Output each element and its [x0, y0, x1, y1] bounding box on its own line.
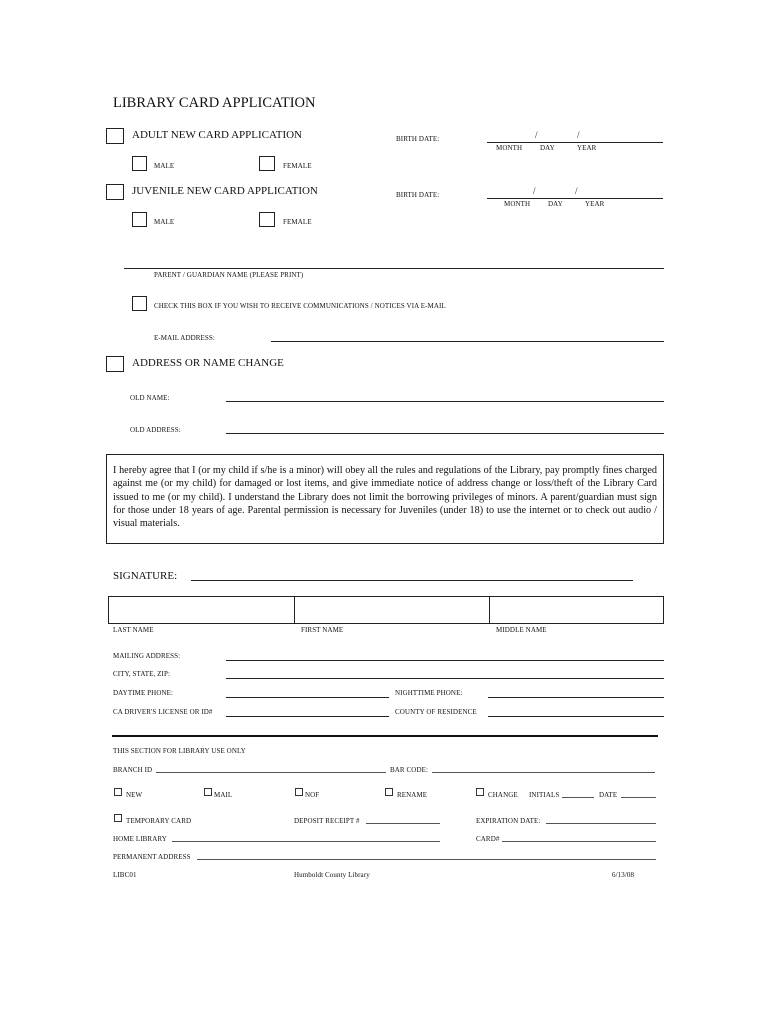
home-library-label: HOME LIBRARY: [113, 835, 167, 843]
adult-male-checkbox[interactable]: [132, 156, 147, 171]
county-label: COUNTY OF RESIDENCE: [395, 708, 477, 716]
library-use-heading: THIS SECTION FOR LIBRARY USE ONLY: [113, 747, 246, 755]
juvenile-female-checkbox[interactable]: [259, 212, 275, 227]
county-field[interactable]: [488, 716, 664, 717]
new-checkbox[interactable]: [114, 788, 122, 796]
temporary-card-checkbox[interactable]: [114, 814, 122, 822]
date-field[interactable]: [621, 797, 656, 798]
juvenile-birth-date-field[interactable]: [487, 198, 663, 199]
deposit-receipt-field[interactable]: [366, 823, 440, 824]
daytime-phone-field[interactable]: [226, 697, 389, 698]
last-name-label: LAST NAME: [113, 626, 154, 634]
adult-application-label: ADULT NEW CARD APPLICATION: [132, 129, 303, 141]
guardian-name-label: PARENT / GUARDIAN NAME (PLEASE PRINT): [154, 271, 304, 279]
initials-field[interactable]: [562, 797, 594, 798]
adult-birth-date-slash-1: /: [535, 130, 538, 140]
juvenile-application-label: JUVENILE NEW CARD APPLICATION: [132, 185, 318, 197]
license-field[interactable]: [226, 716, 389, 717]
email-opt-in-checkbox[interactable]: [132, 296, 147, 311]
adult-birth-date-slash-2: /: [577, 130, 580, 140]
branch-id-field[interactable]: [156, 772, 386, 773]
signature-label: SIGNATURE:: [113, 570, 178, 582]
form-id: LIBC01: [113, 871, 137, 879]
adult-male-label: MALE: [154, 162, 175, 170]
initials-label: INITIALS: [529, 791, 560, 799]
mail-checkbox[interactable]: [204, 788, 212, 796]
city-state-zip-field[interactable]: [226, 678, 664, 679]
change-label: CHANGE: [488, 791, 518, 799]
adult-day-label: DAY: [540, 144, 555, 152]
address-change-checkbox[interactable]: [106, 356, 124, 372]
city-state-zip-label: CITY, STATE, ZIP:: [113, 670, 171, 678]
organization-name: Humboldt County Library: [294, 871, 370, 879]
expiration-date-label: EXPIRATION DATE:: [476, 817, 541, 825]
adult-application-checkbox[interactable]: [106, 128, 124, 144]
email-opt-in-label: CHECK THIS BOX IF YOU WISH TO RECEIVE COMMUNICATIONS / NOTICES VIA E-MAIL: [154, 302, 446, 310]
daytime-phone-label: DAYTIME PHONE:: [113, 689, 174, 697]
juvenile-application-checkbox[interactable]: [106, 184, 124, 200]
juvenile-year-label: YEAR: [585, 200, 605, 208]
home-library-field[interactable]: [172, 841, 440, 842]
expiration-date-field[interactable]: [546, 823, 656, 824]
middle-name-field[interactable]: [490, 597, 663, 623]
library-use-divider: [112, 735, 658, 737]
date-label: DATE: [599, 791, 618, 799]
permanent-address-label: PERMANENT ADDRESS: [113, 853, 191, 861]
old-address-label: OLD ADDRESS:: [130, 426, 181, 434]
rename-label: RENAME: [397, 791, 428, 799]
nof-checkbox[interactable]: [295, 788, 303, 796]
adult-female-label: FEMALE: [283, 162, 312, 170]
agreement-text: I hereby agree that I (or my child if s/he is a minor) will obey all the rules and regulations of the Library, pay promptly fines charged against me (or my child) for damaged or lost items, and give immediate notice of address change or loss/theft of the Library Card issued to me (or my child). I understand the Library does not limit the borrowing privileges of minors. A parent/guardian must sign for those under 18 years of age. Parental permission is necessary for Juveniles (under 18) to use the internet or to check out audio / visual materials.: [106, 454, 664, 544]
nof-label: NOF: [305, 791, 320, 799]
deposit-receipt-label: DEPOSIT RECEIPT #: [294, 817, 360, 825]
mailing-address-label: MAILING ADDRESS:: [113, 652, 181, 660]
adult-birth-date-label: BIRTH DATE:: [396, 135, 440, 143]
new-label: NEW: [126, 791, 143, 799]
mailing-address-field[interactable]: [226, 660, 664, 661]
card-number-label: CARD#: [476, 835, 500, 843]
bar-code-field[interactable]: [432, 772, 655, 773]
page-title: LIBRARY CARD APPLICATION: [113, 95, 316, 111]
change-checkbox[interactable]: [476, 788, 484, 796]
nighttime-phone-label: NIGHTTIME PHONE:: [395, 689, 463, 697]
juvenile-month-label: MONTH: [504, 200, 531, 208]
email-address-field[interactable]: [271, 341, 664, 342]
temporary-card-label: TEMPORARY CARD: [126, 817, 192, 825]
last-name-field[interactable]: [109, 597, 293, 623]
juvenile-day-label: DAY: [548, 200, 563, 208]
adult-female-checkbox[interactable]: [259, 156, 275, 171]
juvenile-female-label: FEMALE: [283, 218, 312, 226]
signature-field[interactable]: [191, 580, 633, 581]
permanent-address-field[interactable]: [197, 859, 656, 860]
email-address-label: E-MAIL ADDRESS:: [154, 334, 215, 342]
branch-id-label: BRANCH ID: [113, 766, 153, 774]
adult-month-label: MONTH: [496, 144, 523, 152]
rename-checkbox[interactable]: [385, 788, 393, 796]
juvenile-birth-date-label: BIRTH DATE:: [396, 191, 440, 199]
old-name-field[interactable]: [226, 401, 664, 402]
bar-code-label: BAR CODE:: [390, 766, 429, 774]
nighttime-phone-field[interactable]: [488, 697, 664, 698]
old-address-field[interactable]: [226, 433, 664, 434]
middle-name-label: MIDDLE NAME: [496, 626, 547, 634]
mail-label: MAIL: [214, 791, 233, 799]
form-date: 6/13/08: [612, 871, 635, 879]
address-change-label: ADDRESS OR NAME CHANGE: [132, 357, 284, 369]
first-name-label: FIRST NAME: [301, 626, 344, 634]
juvenile-male-checkbox[interactable]: [132, 212, 147, 227]
license-label: CA DRIVER'S LICENSE OR ID#: [113, 708, 213, 716]
old-name-label: OLD NAME:: [130, 394, 170, 402]
adult-year-label: YEAR: [577, 144, 597, 152]
juvenile-male-label: MALE: [154, 218, 175, 226]
guardian-name-field[interactable]: [124, 268, 664, 269]
first-name-field[interactable]: [295, 597, 488, 623]
card-number-field[interactable]: [502, 841, 656, 842]
juvenile-birth-date-slash-1: /: [533, 186, 536, 196]
adult-birth-date-field[interactable]: [487, 142, 663, 143]
juvenile-birth-date-slash-2: /: [575, 186, 578, 196]
